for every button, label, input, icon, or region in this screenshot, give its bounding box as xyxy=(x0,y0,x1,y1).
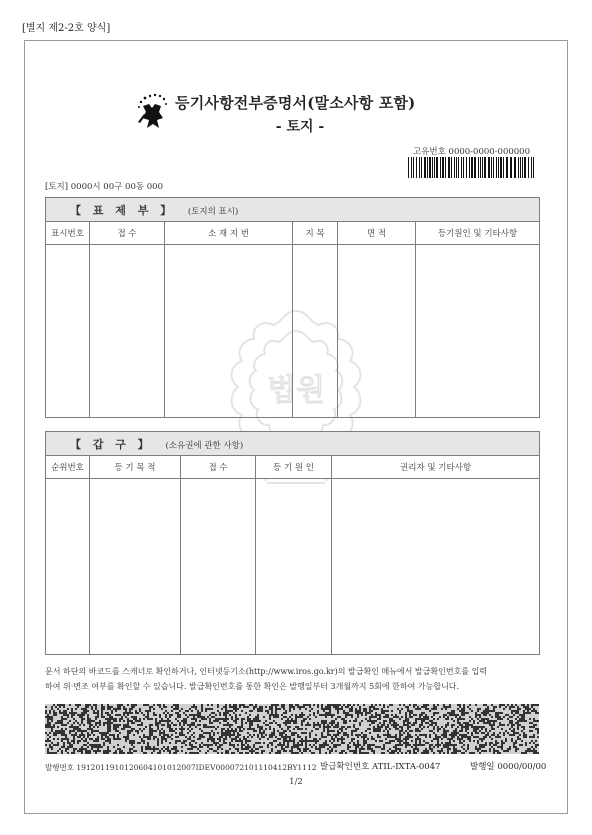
title-block xyxy=(135,92,465,138)
table-cell xyxy=(90,479,181,655)
table-row xyxy=(46,479,540,655)
issue-date-value: 0000/00/00 xyxy=(497,762,547,772)
table-cell xyxy=(181,479,256,655)
column-header: 권리자 및 기타사항 xyxy=(332,456,540,479)
unique-number-value: 0000-0000-000000 xyxy=(448,147,530,157)
notice-line: 하여 위·변조 여부를 확인할 수 있습니다. 발급확인번호를 통한 확인은 발행일부터 3개월까지 5회에 한하여 가능합니다. xyxy=(45,682,460,691)
table-cell xyxy=(46,479,90,655)
watermark-text: 법원 xyxy=(267,373,325,408)
security-pattern-icon xyxy=(45,704,539,754)
issue-date xyxy=(470,760,546,772)
table-cell xyxy=(338,245,416,418)
barcode-icon xyxy=(408,157,534,178)
column-header: 접 수 xyxy=(181,456,256,479)
column-header: 등 기 목 적 xyxy=(90,456,181,479)
column-header: 등 기 원 인 xyxy=(256,456,332,479)
title-section-note: (토지의 표시) xyxy=(187,206,239,217)
column-header: 소 재 지 번 xyxy=(165,222,293,245)
document-subtitle: - 토지 - xyxy=(275,119,325,135)
verification-notice xyxy=(45,664,545,694)
title-section-table xyxy=(45,197,540,418)
table-row xyxy=(46,245,540,418)
notice-line: 문서 하단의 바코드를 스캐너로 확인하거나, 인터넷등기소(http://www.iros.go.kr)의 발급확인 메뉴에서 발급확인번호를 입력 xyxy=(45,667,488,676)
document-title: 등기사항전부증명서(말소사항 포함) xyxy=(175,94,416,112)
confirm-number-value: ATIL-IXTA-0047 xyxy=(371,762,441,772)
column-header: 순위번호 xyxy=(46,456,90,479)
unique-number-label: 고유번호 xyxy=(412,147,446,157)
ownership-section-title: 【 갑 구 】 xyxy=(70,437,153,451)
table-cell xyxy=(416,245,540,418)
confirm-number xyxy=(320,760,440,772)
ownership-section-table xyxy=(45,431,540,655)
table-cell xyxy=(293,245,338,418)
serial-number: 발행번호 1912011910120604101012007IDEV000072101110412BY1112 xyxy=(45,763,317,772)
page-number: 1/2 xyxy=(289,777,303,787)
ownership-section-note: (소유권에 관한 사항) xyxy=(165,440,244,451)
column-header: 접 수 xyxy=(90,222,165,245)
column-header: 면 적 xyxy=(338,222,416,245)
confirm-number-label: 발급확인번호 xyxy=(320,762,370,772)
column-header: 지 목 xyxy=(293,222,338,245)
column-header: 등기원인 및 기타사항 xyxy=(416,222,540,245)
title-section-header xyxy=(46,198,540,222)
title-section-title: 【 표 제 부 】 xyxy=(70,203,176,217)
table-cell xyxy=(90,245,165,418)
issue-date-label: 발행일 xyxy=(470,762,495,772)
land-address: [토지] 0000시 00구 00동 000 xyxy=(45,182,163,192)
column-header: 표시번호 xyxy=(46,222,90,245)
form-label: [별지 제2-2호 양식] xyxy=(22,23,111,34)
table-cell xyxy=(332,479,540,655)
table-cell xyxy=(165,245,293,418)
table-cell xyxy=(46,245,90,418)
unique-number xyxy=(413,145,530,157)
table-cell xyxy=(256,479,332,655)
ownership-section-header xyxy=(46,432,540,456)
